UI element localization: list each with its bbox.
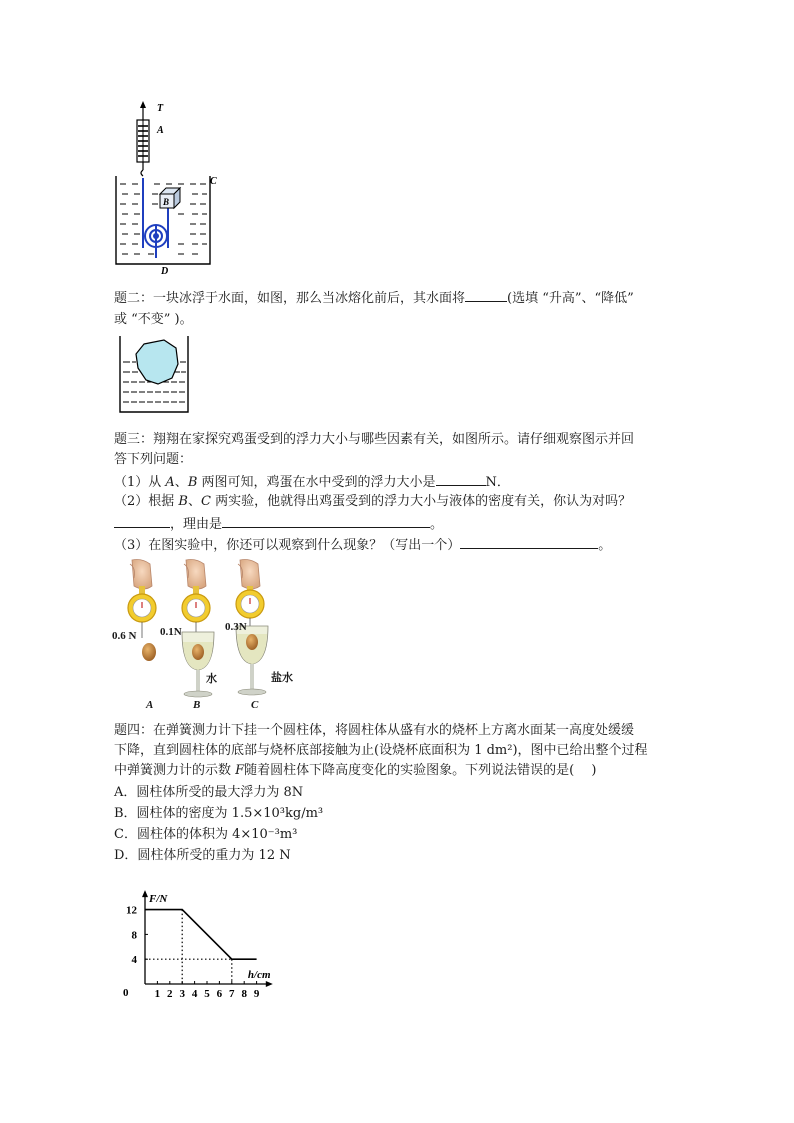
q3-line1: 题三：翔翔在家探究鸡蛋受到的浮力大小与哪些因素有关，如图所示。请仔细观察图示并回 [114,432,635,447]
q4-option-c[interactable]: C．圆柱体的体积为 4×10⁻³m³ [114,827,298,842]
label-B: B [163,197,170,207]
setup-a [128,560,156,662]
x-tick-label: 5 [204,988,210,1000]
setup-a-label: A [146,699,154,711]
label-C: C [210,176,217,187]
q4-option-b[interactable]: B．圆柱体的密度为 1.5×10³kg/m³ [114,806,324,821]
q2-answer-blank[interactable] [465,288,507,302]
x-tick-label: 6 [216,988,223,1000]
q2-text-b: (选填 “升高”、“降低” [507,291,634,306]
q3-part1: （1）从 A、B 两图可知，鸡蛋在水中受到的浮力大小是 N． [114,472,510,491]
q3-part3: （3）在图实验中，你还可以观察到什么现象？（写出一个） 。 [114,535,611,554]
x-tick-label: 2 [167,988,173,1000]
label-A: A [157,125,164,136]
setup-b-label: B [193,699,201,711]
q3-part2: （2）根据 B、C 两实验，他就得出鸡蛋受到的浮力大小与液体的密度有关，你认为对吗？ [114,494,632,509]
series-line-F [145,910,257,960]
label-D: D [161,266,169,277]
liquid-b-label: 水 [206,672,217,685]
label-T: T [157,103,164,114]
origin-label: 0 [123,987,129,999]
q2-line1 [114,288,634,307]
f-h-chart [110,866,320,1008]
x-tick-label: 4 [191,988,198,1000]
x-tick-label: 1 [154,988,161,1000]
q3-part2-blank-a[interactable] [114,514,170,528]
q4-option-d[interactable]: D．圆柱体所受的重力为 12 N [114,848,291,863]
q4-line1: 题四：在弹簧测力计下挂一个圆柱体，将圆柱体从盛有水的烧杯上方离水面某一高度处缓缓 [114,723,635,738]
q2-line2: 或 “不变” )。 [114,312,193,327]
q4-line3: 中弹簧测力计的示数 F随着圆柱体下降高度变化的实验图象。下列说法错误的是( ) [114,763,597,778]
q2-text-a: 题二：一块冰浮于水面，如图，那么当冰熔化前后，其水面将 [114,291,466,306]
q4-line2: 下降，直到圆柱体的底部与烧杯底部接触为止(设烧杯底面积为 1 dm²)，图中已给出整个过程 [114,743,648,758]
setup-c-label: C [251,699,259,711]
x-axis-label: h/cm [247,969,271,981]
figure-spring-container [108,98,238,278]
figure-ice-container [114,332,194,418]
y-tick-label: 12 [126,904,137,917]
q3-line2: 答下列问题： [114,452,193,467]
reading-a: 0.6 N [112,630,137,642]
figure-egg-experiment [112,558,302,710]
q3-part2-line2: ，理由是 。 [114,514,443,533]
x-tick-label: 7 [229,988,235,1000]
x-tick-label: 8 [241,988,247,1000]
reading-b: 0.1N [160,626,182,638]
x-axis-arrow [266,981,273,987]
y-tick-label: 4 [131,954,137,967]
liquid-c-label: 盐水 [271,671,293,684]
y-tick-label: 8 [131,929,137,942]
y-axis-arrow [142,890,148,897]
y-axis-label: F/N [149,893,168,906]
q3-part1-blank[interactable] [436,472,486,486]
reading-c: 0.3N [225,621,247,633]
x-tick-label: 9 [253,988,260,1000]
q3-part3-blank[interactable] [460,535,598,549]
x-tick-label: 3 [179,988,185,1000]
q4-option-a[interactable]: A．圆柱体所受的最大浮力为 8N [114,785,304,800]
q3-part2-blank-b[interactable] [222,514,430,528]
